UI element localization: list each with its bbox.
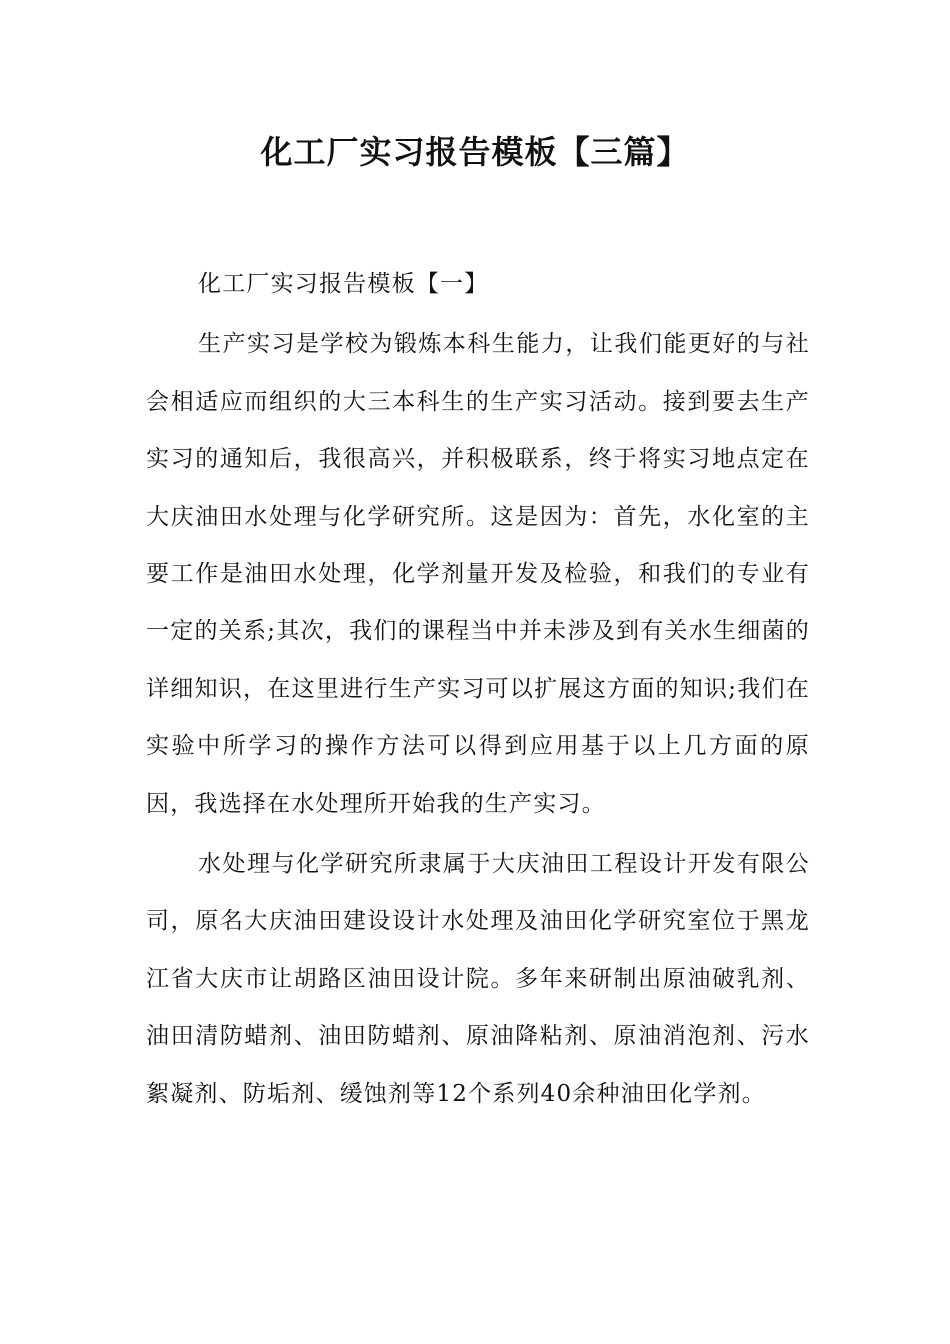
section-heading: 化工厂实习报告模板【一】 <box>198 271 489 297</box>
document-title: 化工厂实习报告模板【三篇】 <box>260 133 690 171</box>
paragraph-2: 水处理与化学研究所隶属于大庆油田工程设计开发有限公司，原名大庆油田建设设计水处理及油田化学研究室位于黑龙江省大庆市让胡路区油田设计院。多年来研制出原油破乳剂、油田清防蜡剂、油田防蜡剂、原油降粘剂、原油消泡剂、污水絮凝剂、防垢剂、缓蚀剂等12个系列40余种油田化学剂。 <box>146 851 810 1107</box>
document-body <box>146 256 810 1123</box>
paragraph-1: 生产实习是学校为锻炼本科生能力，让我们能更好的与社会相适应而组织的大三本科生的生产实习活动。接到要去生产实习的通知后，我很高兴，并积极联系，终于将实习地点定在大庆油田水处理与化学研究所。这是因为：首先，水化室的主要工作是油田水处理，化学剂量开发及检验，和我们的专业有一定的关系;其次，我们的课程当中并未涉及到有关水生细菌的详细知识，在这里进行生产实习可以扩展这方面的知识;我们在实验中所学习的操作方法可以得到应用基于以上几方面的原因，我选择在水处理所开始我的生产实习。 <box>146 331 810 817</box>
